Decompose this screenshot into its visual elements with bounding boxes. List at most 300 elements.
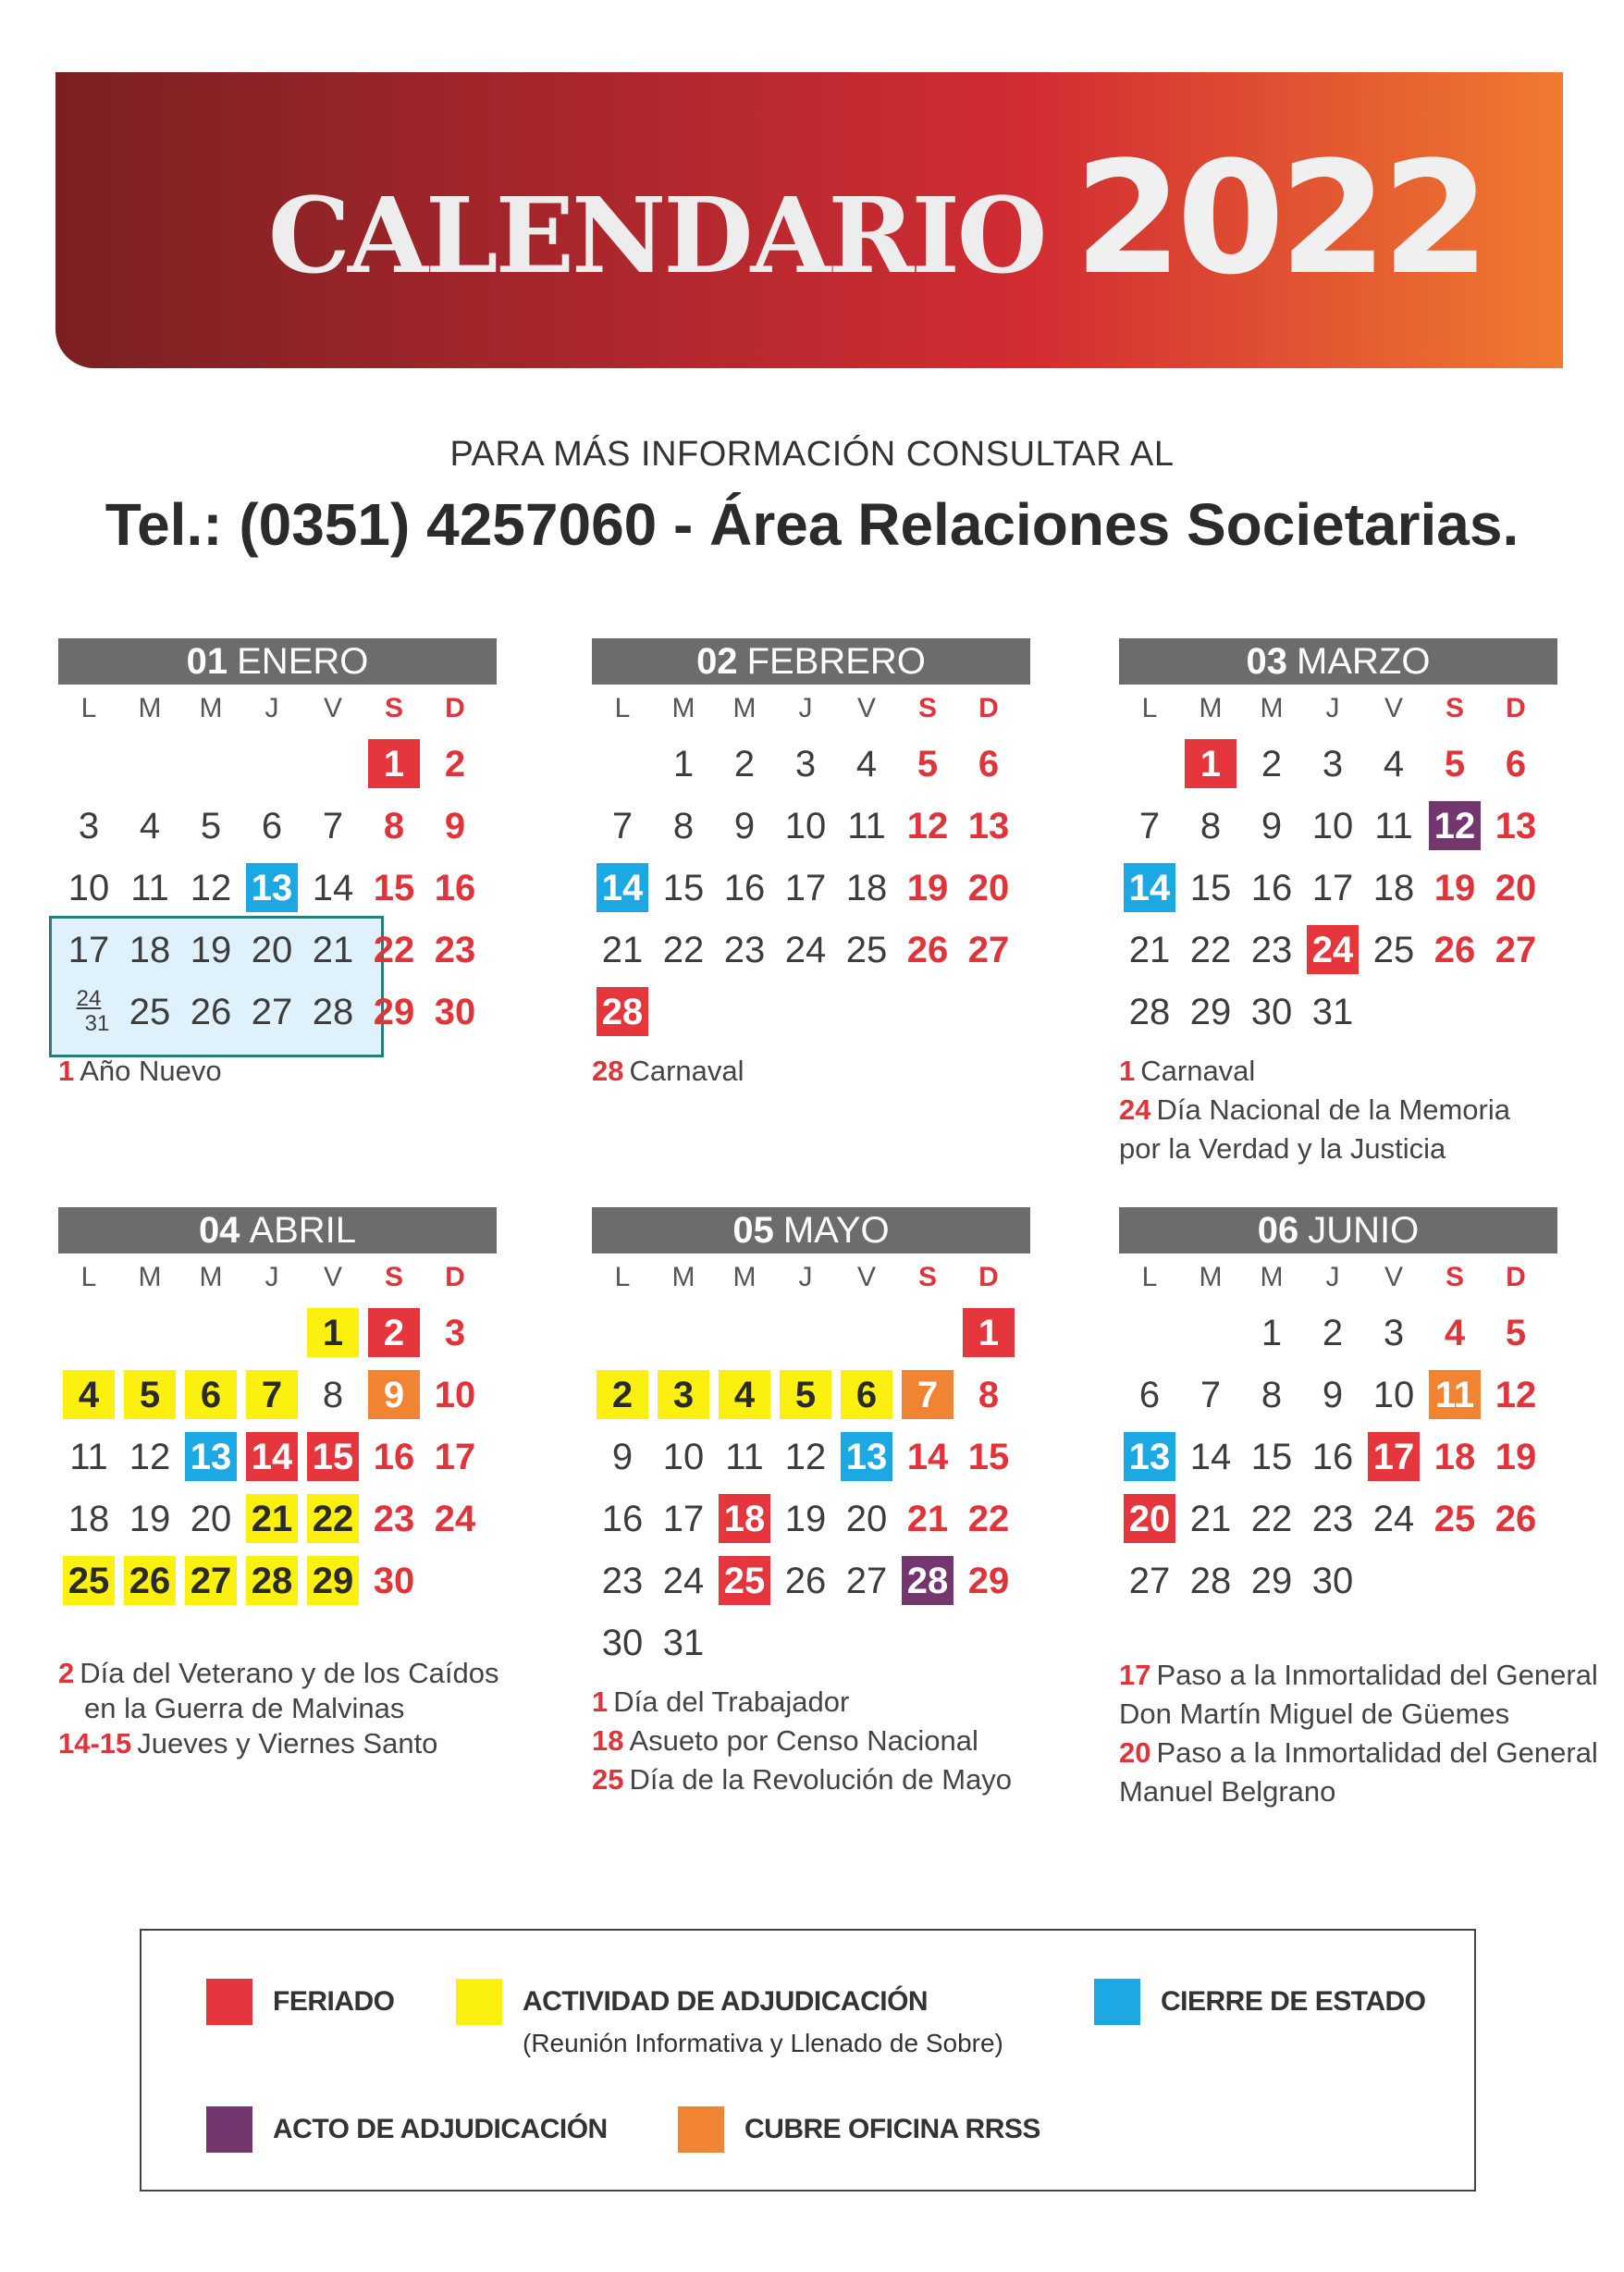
day-cell — [119, 1488, 180, 1550]
day-cell — [1424, 1364, 1485, 1426]
day-number: 28 — [312, 991, 354, 1032]
day-cell — [1180, 981, 1241, 1043]
day-cell — [653, 1426, 714, 1488]
day-number: 1 — [1200, 743, 1222, 784]
day-number: 20 — [845, 1498, 888, 1539]
day-number: 3 — [1322, 743, 1344, 784]
day-cell — [897, 795, 958, 857]
day-number: 20 — [967, 867, 1010, 908]
day-number: 7 — [261, 1374, 283, 1415]
day-cell — [653, 733, 714, 795]
day-number: 26 — [190, 991, 232, 1032]
day-cell — [58, 857, 119, 919]
day-number: 30 — [1311, 1560, 1354, 1601]
empty-day-cell — [119, 733, 180, 795]
day-number: 26 — [906, 929, 949, 970]
day-cell — [1485, 1302, 1546, 1364]
day-cell — [363, 733, 424, 795]
day-number: 19 — [906, 867, 949, 908]
weekday-label: J — [265, 1262, 279, 1292]
day-cell — [1241, 795, 1302, 857]
day-cell — [897, 1426, 958, 1488]
day-cell — [958, 919, 1019, 981]
empty-day-cell — [958, 981, 1019, 1043]
day-number: 2 — [611, 1374, 634, 1415]
holiday-note — [1119, 1091, 1557, 1130]
day-number: 3 — [444, 1312, 466, 1353]
day-number: 5 — [794, 1374, 817, 1415]
day-cell — [1119, 1488, 1180, 1550]
weekday-label: J — [1325, 693, 1340, 723]
day-cell — [1485, 795, 1546, 857]
day-cell — [775, 733, 836, 795]
weekday-label-sunday: D — [1506, 693, 1526, 723]
day-number: 14 — [1189, 1436, 1232, 1477]
weekday-label-sunday: D — [445, 1262, 465, 1292]
day-cell — [302, 1426, 363, 1488]
day-number: 11 — [69, 1436, 108, 1477]
day-cell — [1241, 857, 1302, 919]
day-number: 1 — [1261, 1312, 1283, 1353]
note-day: 1 — [58, 1055, 75, 1087]
day-cell — [363, 857, 424, 919]
day-number: 31 — [662, 1622, 705, 1663]
weekday-label: M — [1260, 1262, 1284, 1292]
month-name: FEBRERO — [746, 641, 926, 682]
day-cell — [958, 1364, 1019, 1426]
day-number: 30 — [1250, 991, 1293, 1032]
legend-swatch-cierre — [1094, 1979, 1140, 2025]
day-cell — [241, 1364, 302, 1426]
day-cell — [1363, 1302, 1424, 1364]
day-cell — [1302, 1364, 1363, 1426]
day-cell — [775, 919, 836, 981]
day-number: 27 — [967, 929, 1010, 970]
week-row — [58, 1302, 497, 1364]
day-number: 25 — [129, 991, 171, 1032]
legend-label: CUBRE OFICINA RRSS — [744, 2114, 1040, 2144]
day-number: 29 — [1189, 991, 1232, 1032]
week-row — [1119, 981, 1557, 1043]
day-number: 18 — [1372, 867, 1415, 908]
empty-day-cell — [714, 1302, 775, 1364]
day-cell — [1302, 1550, 1363, 1611]
day-cell — [1424, 795, 1485, 857]
empty-day-cell — [1424, 981, 1485, 1043]
day-number: 17 — [1311, 867, 1354, 908]
month-notes — [592, 1052, 1030, 1091]
week-row — [58, 1550, 497, 1611]
day-cell — [119, 919, 180, 981]
empty-day-cell — [1363, 1550, 1424, 1611]
note-day: 28 — [592, 1055, 624, 1087]
day-cell — [1363, 795, 1424, 857]
weekday-label: V — [323, 1262, 342, 1292]
weekday-label: M — [671, 693, 695, 723]
day-number: 17 — [68, 929, 110, 970]
day-cell — [1241, 1488, 1302, 1550]
day-number: 2 — [1261, 743, 1283, 784]
day-cell — [302, 857, 363, 919]
day-cell — [1302, 1302, 1363, 1364]
note-text: Carnaval — [629, 1055, 744, 1087]
empty-day-cell — [775, 981, 836, 1043]
day-cell — [241, 1426, 302, 1488]
day-cell — [653, 919, 714, 981]
day-cell — [302, 919, 363, 981]
day-cell — [363, 795, 424, 857]
day-cell — [180, 1488, 241, 1550]
week-row — [592, 1611, 1030, 1673]
day-number: 12 — [1433, 805, 1476, 846]
month-header — [592, 1207, 1030, 1253]
day-number: 5 — [139, 1374, 161, 1415]
day-cell — [58, 981, 119, 1043]
month-junio — [1119, 1207, 1598, 1811]
day-number: 10 — [434, 1374, 476, 1415]
day-number: 4 — [1383, 743, 1405, 784]
day-number: 9 — [733, 805, 756, 846]
day-cell — [592, 919, 653, 981]
empty-day-cell — [1363, 981, 1424, 1043]
day-cell — [241, 795, 302, 857]
day-grid — [58, 733, 497, 1043]
day-number: 8 — [672, 805, 695, 846]
weekday-label: M — [732, 693, 757, 723]
day-cell — [1302, 1488, 1363, 1550]
legend-label: ACTO DE ADJUDICACIÓN — [273, 2114, 608, 2144]
day-number: 13 — [190, 1436, 232, 1477]
empty-day-cell — [1485, 1550, 1546, 1611]
day-number: 1 — [672, 743, 695, 784]
day-cell — [1241, 981, 1302, 1043]
day-cell — [1241, 1364, 1302, 1426]
day-number: 29 — [967, 1560, 1010, 1601]
day-cell — [58, 919, 119, 981]
note-text: Don Martín Miguel de Güemes — [1119, 1698, 1510, 1730]
month-name: MAYO — [782, 1210, 890, 1251]
weekday-label: L — [1141, 693, 1158, 723]
day-number: 4 — [1444, 1312, 1466, 1353]
day-cell — [119, 795, 180, 857]
day-number: 7 — [611, 805, 634, 846]
day-cell — [1302, 1426, 1363, 1488]
day-number: 6 — [978, 743, 1000, 784]
day-number: 2 — [733, 743, 756, 784]
month-name: MARZO — [1297, 641, 1431, 682]
day-cell — [1485, 1426, 1546, 1488]
day-number: 23 — [1311, 1498, 1354, 1539]
day-number: 7 — [917, 1374, 939, 1415]
day-cell — [714, 1364, 775, 1426]
day-number: 16 — [1311, 1436, 1354, 1477]
day-number: 15 — [312, 1436, 354, 1477]
day-cell — [1424, 919, 1485, 981]
empty-day-cell — [1180, 1302, 1241, 1364]
day-cell — [897, 1364, 958, 1426]
day-cell — [714, 1550, 775, 1611]
weekday-label: M — [138, 693, 162, 723]
day-cell — [180, 919, 241, 981]
day-number: 15 — [662, 867, 705, 908]
weekday-label: V — [856, 693, 876, 723]
day-cell — [1119, 919, 1180, 981]
day-number: 19 — [1433, 867, 1476, 908]
day-number: 11 — [1374, 805, 1413, 846]
day-cell — [58, 1550, 119, 1611]
legend-item-feriado — [206, 1979, 395, 2025]
day-number: 3 — [78, 805, 100, 846]
week-row — [592, 733, 1030, 795]
day-number: 25 — [68, 1560, 110, 1601]
day-number: 22 — [312, 1498, 354, 1539]
info-line: PARA MÁS INFORMACIÓN CONSULTAR AL — [449, 435, 1175, 474]
day-number: 8 — [1261, 1374, 1283, 1415]
day-number: 12 — [906, 805, 949, 846]
day-number: 11 — [1434, 1374, 1475, 1415]
day-cell — [424, 1364, 486, 1426]
weekday-row — [592, 685, 1030, 733]
weekday-label: V — [856, 1262, 876, 1292]
day-number: 30 — [373, 1560, 415, 1601]
day-number: 17 — [434, 1436, 476, 1477]
legend-swatch-feriado — [206, 1979, 252, 2025]
day-number: 23 — [601, 1560, 644, 1601]
day-cell — [775, 795, 836, 857]
weekday-label-saturday: S — [917, 693, 937, 723]
day-cell — [958, 1426, 1019, 1488]
day-cell — [775, 1426, 836, 1488]
day-number: 30 — [434, 991, 476, 1032]
note-text: Paso a la Inmortalidad del General — [1156, 1736, 1598, 1769]
day-cell — [424, 1302, 486, 1364]
weekday-label: V — [1384, 1262, 1403, 1292]
weekday-label-sunday: D — [978, 693, 999, 723]
month-mayo — [592, 1207, 1030, 1799]
legend-label: CIERRE DE ESTADO — [1161, 1986, 1426, 2017]
day-cell — [592, 1364, 653, 1426]
day-cell — [1119, 981, 1180, 1043]
week-row — [58, 1364, 497, 1426]
day-cell — [1424, 733, 1485, 795]
holiday-note — [1119, 1695, 1557, 1734]
weekday-label: M — [671, 1262, 695, 1292]
month-notes — [1119, 1656, 1598, 1811]
day-number: 15 — [967, 1436, 1010, 1477]
empty-day-cell — [592, 733, 653, 795]
day-cell — [1485, 857, 1546, 919]
day-number: 29 — [373, 991, 415, 1032]
day-cell — [1180, 1426, 1241, 1488]
day-cell — [180, 857, 241, 919]
holiday-note — [1119, 1772, 1557, 1811]
day-number: 26 — [1433, 929, 1476, 970]
note-day: 18 — [592, 1724, 624, 1757]
day-cell — [958, 1302, 1019, 1364]
day-cell — [592, 1550, 653, 1611]
day-grid — [592, 1302, 1030, 1673]
week-row — [592, 1550, 1030, 1611]
day-cell — [836, 857, 897, 919]
day-cell — [1424, 1426, 1485, 1488]
empty-day-cell — [897, 981, 958, 1043]
empty-day-cell — [714, 981, 775, 1043]
day-cell — [58, 795, 119, 857]
month-enero — [58, 638, 497, 1091]
day-cell — [363, 919, 424, 981]
day-cell — [958, 1550, 1019, 1611]
day-cell — [1424, 1302, 1485, 1364]
day-number: 22 — [1189, 929, 1232, 970]
empty-day-cell — [58, 1302, 119, 1364]
note-day: 25 — [592, 1763, 624, 1796]
day-cell — [1180, 795, 1241, 857]
day-cell — [836, 795, 897, 857]
day-number: 2 — [383, 1312, 405, 1353]
day-number: 21 — [312, 929, 354, 970]
day-cell — [424, 857, 486, 919]
day-number: 1 — [383, 743, 405, 784]
note-text: Paso a la Inmortalidad del General — [1156, 1659, 1598, 1691]
day-number: 22 — [967, 1498, 1010, 1539]
day-cell — [592, 1611, 653, 1673]
weekday-label: L — [614, 693, 631, 723]
week-row — [592, 981, 1030, 1043]
day-cell — [424, 1488, 486, 1550]
day-number: 22 — [373, 929, 415, 970]
day-grid — [592, 733, 1030, 1043]
day-number: 14 — [251, 1436, 293, 1477]
month-header — [592, 638, 1030, 685]
day-number: 19 — [190, 929, 232, 970]
day-cell — [1424, 857, 1485, 919]
day-number: 22 — [662, 929, 705, 970]
day-cell — [180, 1550, 241, 1611]
week-row — [58, 733, 497, 795]
day-cell — [836, 1488, 897, 1550]
weekday-label-saturday: S — [1445, 1262, 1464, 1292]
contact-phone: Tel.: (0351) 4257060 - Área Relaciones Societarias. — [105, 491, 1519, 558]
day-number: 27 — [1128, 1560, 1171, 1601]
day-cell — [1119, 1426, 1180, 1488]
note-day: 20 — [1119, 1736, 1151, 1769]
weekday-label: J — [798, 1262, 813, 1292]
day-cell — [1241, 919, 1302, 981]
weekday-label: M — [1199, 1262, 1223, 1292]
day-number: 10 — [662, 1436, 705, 1477]
note-text: Carnaval — [1140, 1055, 1256, 1087]
week-row — [1119, 1550, 1557, 1611]
holiday-note — [58, 1052, 497, 1091]
weekday-label: L — [614, 1262, 631, 1292]
day-number: 29 — [312, 1560, 354, 1601]
day-number: 6 — [200, 1374, 222, 1415]
day-cell — [1424, 1488, 1485, 1550]
day-cell — [836, 919, 897, 981]
day-cell — [58, 1426, 119, 1488]
note-text: Año Nuevo — [80, 1055, 222, 1087]
empty-day-cell — [958, 1611, 1019, 1673]
weekday-label-saturday: S — [384, 1262, 403, 1292]
banner-title — [268, 128, 1484, 309]
weekday-label: L — [80, 1262, 97, 1292]
day-grid — [58, 1302, 497, 1611]
empty-day-cell — [1119, 733, 1180, 795]
day-number: 9 — [444, 805, 466, 846]
week-row — [1119, 795, 1557, 857]
month-marzo — [1119, 638, 1557, 1168]
day-number: 6 — [1138, 1374, 1161, 1415]
weekday-row — [592, 1253, 1030, 1302]
week-row — [58, 981, 497, 1043]
month-notes — [58, 1052, 497, 1091]
day-cell — [1363, 857, 1424, 919]
day-number: 10 — [784, 805, 827, 846]
week-row — [592, 1488, 1030, 1550]
week-row — [1119, 1488, 1557, 1550]
day-number: 9 — [611, 1436, 634, 1477]
day-cell — [1363, 733, 1424, 795]
day-number: 23 — [434, 929, 476, 970]
note-text: por la Verdad y la Justicia — [1119, 1132, 1446, 1165]
day-number: 28 — [906, 1560, 949, 1601]
day-number: 3 — [672, 1374, 695, 1415]
day-number: 2 — [444, 743, 466, 784]
day-cell — [592, 857, 653, 919]
empty-day-cell — [836, 981, 897, 1043]
day-cell — [775, 1550, 836, 1611]
day-cell — [241, 1550, 302, 1611]
day-number: 18 — [129, 929, 171, 970]
note-text: Día de la Revolución de Mayo — [629, 1763, 1013, 1796]
empty-day-cell — [714, 1611, 775, 1673]
weekday-row — [1119, 685, 1557, 733]
week-row — [1119, 919, 1557, 981]
day-number: 25 — [845, 929, 888, 970]
legend-swatch-acto — [206, 2106, 252, 2153]
day-number: 4 — [733, 1374, 756, 1415]
day-cell — [1119, 1364, 1180, 1426]
day-number: 20 — [1495, 867, 1537, 908]
day-number: 16 — [601, 1498, 644, 1539]
day-number: 5 — [917, 743, 939, 784]
day-cell — [424, 733, 486, 795]
weekday-label: V — [1384, 693, 1403, 723]
empty-day-cell — [180, 1302, 241, 1364]
day-number: 28 — [601, 991, 644, 1032]
day-number: 21 — [1189, 1498, 1232, 1539]
weekday-row — [58, 1253, 497, 1302]
day-cell — [1363, 919, 1424, 981]
day-number: 16 — [723, 867, 766, 908]
day-number: 20 — [251, 929, 293, 970]
day-number: 24 — [434, 1498, 476, 1539]
week-row — [1119, 1364, 1557, 1426]
day-grid — [1119, 1302, 1557, 1611]
day-cell — [1302, 919, 1363, 981]
day-number: 8 — [978, 1374, 1000, 1415]
empty-day-cell — [58, 733, 119, 795]
day-cell — [714, 1488, 775, 1550]
week-row — [1119, 1426, 1557, 1488]
empty-day-cell — [653, 981, 714, 1043]
day-number: 14 — [906, 1436, 949, 1477]
day-cell — [1119, 857, 1180, 919]
day-number: 16 — [373, 1436, 415, 1477]
day-cell — [363, 1302, 424, 1364]
week-row — [592, 795, 1030, 857]
day-cell — [592, 1426, 653, 1488]
